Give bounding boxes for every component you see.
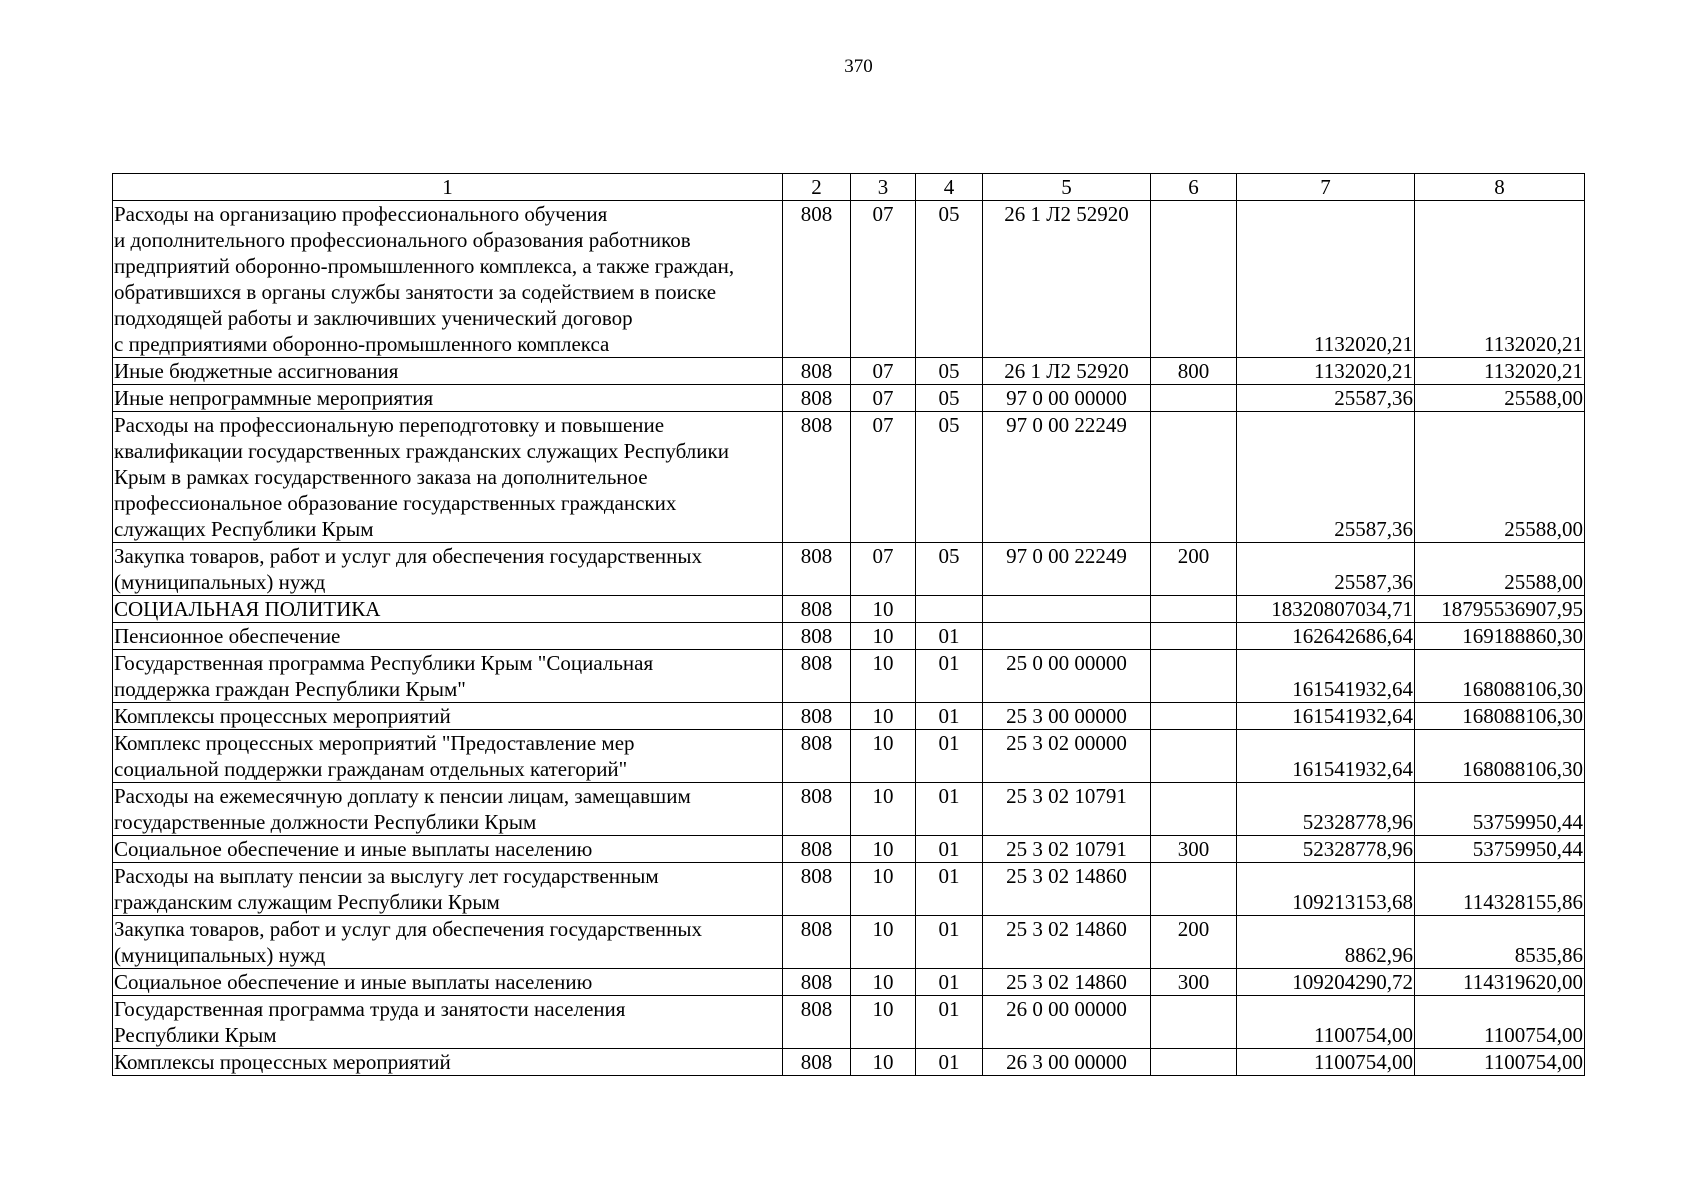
target-article-code-cell: 25 3 00 00000 [983, 703, 1151, 730]
item-name-cell: Комплекс процессных мероприятий "Предоставление мер социальной поддержки гражданам отдельных категорий" [113, 730, 783, 783]
target-article-code-cell: 25 3 02 10791 [983, 783, 1151, 836]
amount-year-2-cell: 168088106,30 [1415, 703, 1585, 730]
ministry-code-cell: 808 [783, 358, 851, 385]
budget-table [112, 173, 1585, 1076]
table-row [113, 623, 1585, 650]
amount-year-1-cell: 161541932,64 [1237, 650, 1415, 703]
header-col-6: 6 [1151, 174, 1237, 201]
amount-year-2-cell: 168088106,30 [1415, 730, 1585, 783]
expense-type-code-cell [1151, 1049, 1237, 1076]
item-name-cell: СОЦИАЛЬНАЯ ПОЛИТИКА [113, 596, 783, 623]
item-name-cell: Комплексы процессных мероприятий [113, 703, 783, 730]
section-code-cell: 10 [851, 596, 916, 623]
ministry-code-cell: 808 [783, 996, 851, 1049]
item-name-cell: Расходы на ежемесячную доплату к пенсии лицам, замещавшим государственные должности Республики Крым [113, 783, 783, 836]
table-row [113, 543, 1585, 596]
amount-year-1-cell: 52328778,96 [1237, 783, 1415, 836]
table-row [113, 703, 1585, 730]
target-article-code-cell: 25 3 02 10791 [983, 836, 1151, 863]
ministry-code-cell: 808 [783, 623, 851, 650]
subsection-code-cell: 01 [916, 916, 983, 969]
ministry-code-cell: 808 [783, 863, 851, 916]
target-article-code-cell: 25 0 00 00000 [983, 650, 1151, 703]
table-row [113, 863, 1585, 916]
expense-type-code-cell [1151, 863, 1237, 916]
section-code-cell: 10 [851, 783, 916, 836]
section-code-cell: 10 [851, 730, 916, 783]
expense-type-code-cell: 200 [1151, 916, 1237, 969]
expense-type-code-cell [1151, 783, 1237, 836]
section-code-cell: 10 [851, 969, 916, 996]
amount-year-1-cell: 1100754,00 [1237, 1049, 1415, 1076]
item-name-cell: Иные непрограммные мероприятия [113, 385, 783, 412]
item-name-cell: Расходы на организацию профессионального обучения и дополнительного профессионального образования работников предприятий оборонно-промышленного комплекса, а также граждан, обратившихся в органы службы занятости за содействием в поиске подходящей работы и заключивших ученический договор с предприятиями оборонно-промышленного комплекса [113, 201, 783, 358]
expense-type-code-cell [1151, 703, 1237, 730]
item-name-cell: Закупка товаров, работ и услуг для обеспечения государственных (муниципальных) нужд [113, 543, 783, 596]
expense-type-code-cell [1151, 650, 1237, 703]
amount-year-1-cell: 52328778,96 [1237, 836, 1415, 863]
amount-year-1-cell: 109213153,68 [1237, 863, 1415, 916]
table-header [113, 174, 1585, 201]
target-article-code-cell: 26 1 Л2 52920 [983, 201, 1151, 358]
subsection-code-cell: 01 [916, 836, 983, 863]
amount-year-2-cell: 1100754,00 [1415, 996, 1585, 1049]
expense-type-code-cell [1151, 385, 1237, 412]
table-row [113, 1049, 1585, 1076]
expense-type-code-cell [1151, 996, 1237, 1049]
section-code-cell: 10 [851, 1049, 916, 1076]
ministry-code-cell: 808 [783, 916, 851, 969]
target-article-code-cell: 97 0 00 22249 [983, 543, 1151, 596]
item-name-cell: Комплексы процессных мероприятий [113, 1049, 783, 1076]
section-code-cell: 07 [851, 385, 916, 412]
ministry-code-cell: 808 [783, 596, 851, 623]
ministry-code-cell: 808 [783, 703, 851, 730]
expense-type-code-cell [1151, 623, 1237, 650]
table-row [113, 996, 1585, 1049]
item-name-cell: Государственная программа труда и занятости населения Республики Крым [113, 996, 783, 1049]
amount-year-1-cell: 8862,96 [1237, 916, 1415, 969]
item-name-cell: Социальное обеспечение и иные выплаты населению [113, 836, 783, 863]
section-code-cell: 10 [851, 916, 916, 969]
table-row [113, 596, 1585, 623]
amount-year-1-cell: 1132020,21 [1237, 358, 1415, 385]
ministry-code-cell: 808 [783, 650, 851, 703]
amount-year-2-cell: 18795536907,95 [1415, 596, 1585, 623]
expense-type-code-cell: 300 [1151, 969, 1237, 996]
amount-year-1-cell: 161541932,64 [1237, 703, 1415, 730]
amount-year-1-cell: 161541932,64 [1237, 730, 1415, 783]
amount-year-2-cell: 1132020,21 [1415, 358, 1585, 385]
section-code-cell: 07 [851, 201, 916, 358]
subsection-code-cell: 01 [916, 650, 983, 703]
section-code-cell: 07 [851, 358, 916, 385]
header-col-7: 7 [1237, 174, 1415, 201]
header-col-3: 3 [851, 174, 916, 201]
subsection-code-cell: 05 [916, 201, 983, 358]
ministry-code-cell: 808 [783, 836, 851, 863]
expense-type-code-cell [1151, 201, 1237, 358]
target-article-code-cell: 26 1 Л2 52920 [983, 358, 1151, 385]
header-col-1: 1 [113, 174, 783, 201]
target-article-code-cell: 97 0 00 22249 [983, 412, 1151, 543]
ministry-code-cell: 808 [783, 412, 851, 543]
item-name-cell: Закупка товаров, работ и услуг для обеспечения государственных (муниципальных) нужд [113, 916, 783, 969]
section-code-cell: 10 [851, 836, 916, 863]
header-col-8: 8 [1415, 174, 1585, 201]
ministry-code-cell: 808 [783, 1049, 851, 1076]
table-row [113, 412, 1585, 543]
amount-year-2-cell: 25588,00 [1415, 543, 1585, 596]
section-code-cell: 10 [851, 996, 916, 1049]
ministry-code-cell: 808 [783, 201, 851, 358]
amount-year-2-cell: 53759950,44 [1415, 783, 1585, 836]
target-article-code-cell: 26 3 00 00000 [983, 1049, 1151, 1076]
amount-year-2-cell: 1132020,21 [1415, 201, 1585, 358]
subsection-code-cell: 01 [916, 730, 983, 783]
ministry-code-cell: 808 [783, 730, 851, 783]
subsection-code-cell: 01 [916, 623, 983, 650]
amount-year-1-cell: 1132020,21 [1237, 201, 1415, 358]
subsection-code-cell: 01 [916, 996, 983, 1049]
amount-year-2-cell: 168088106,30 [1415, 650, 1585, 703]
subsection-code-cell: 05 [916, 543, 983, 596]
table-row [113, 836, 1585, 863]
target-article-code-cell [983, 623, 1151, 650]
table-row [113, 650, 1585, 703]
section-code-cell: 07 [851, 412, 916, 543]
target-article-code-cell: 25 3 02 14860 [983, 916, 1151, 969]
amount-year-1-cell: 25587,36 [1237, 385, 1415, 412]
subsection-code-cell: 01 [916, 783, 983, 836]
amount-year-1-cell: 25587,36 [1237, 412, 1415, 543]
amount-year-2-cell: 53759950,44 [1415, 836, 1585, 863]
target-article-code-cell: 26 0 00 00000 [983, 996, 1151, 1049]
section-code-cell: 10 [851, 703, 916, 730]
table-row [113, 358, 1585, 385]
table-row [113, 385, 1585, 412]
section-code-cell: 10 [851, 863, 916, 916]
subsection-code-cell: 01 [916, 1049, 983, 1076]
subsection-code-cell: 01 [916, 703, 983, 730]
target-article-code-cell [983, 596, 1151, 623]
header-col-2: 2 [783, 174, 851, 201]
expense-type-code-cell: 200 [1151, 543, 1237, 596]
subsection-code-cell: 05 [916, 385, 983, 412]
amount-year-2-cell: 169188860,30 [1415, 623, 1585, 650]
section-code-cell: 10 [851, 650, 916, 703]
subsection-code-cell: 05 [916, 358, 983, 385]
header-col-4: 4 [916, 174, 983, 201]
ministry-code-cell: 808 [783, 783, 851, 836]
table-row [113, 916, 1585, 969]
amount-year-1-cell: 18320807034,71 [1237, 596, 1415, 623]
subsection-code-cell: 01 [916, 863, 983, 916]
expense-type-code-cell: 800 [1151, 358, 1237, 385]
amount-year-2-cell: 25588,00 [1415, 385, 1585, 412]
amount-year-2-cell: 8535,86 [1415, 916, 1585, 969]
subsection-code-cell: 01 [916, 969, 983, 996]
amount-year-1-cell: 1100754,00 [1237, 996, 1415, 1049]
target-article-code-cell: 97 0 00 00000 [983, 385, 1151, 412]
item-name-cell: Расходы на выплату пенсии за выслугу лет государственным гражданским служащим Республики Крым [113, 863, 783, 916]
amount-year-2-cell: 1100754,00 [1415, 1049, 1585, 1076]
item-name-cell: Пенсионное обеспечение [113, 623, 783, 650]
amount-year-1-cell: 109204290,72 [1237, 969, 1415, 996]
table-row [113, 969, 1585, 996]
amount-year-2-cell: 114328155,86 [1415, 863, 1585, 916]
section-code-cell: 07 [851, 543, 916, 596]
header-col-5: 5 [983, 174, 1151, 201]
item-name-cell: Государственная программа Республики Крым "Социальная поддержка граждан Республики Крым" [113, 650, 783, 703]
amount-year-1-cell: 162642686,64 [1237, 623, 1415, 650]
table-row [113, 783, 1585, 836]
item-name-cell: Иные бюджетные ассигнования [113, 358, 783, 385]
amount-year-2-cell: 25588,00 [1415, 412, 1585, 543]
table-row [113, 730, 1585, 783]
target-article-code-cell: 25 3 02 14860 [983, 863, 1151, 916]
ministry-code-cell: 808 [783, 385, 851, 412]
item-name-cell: Социальное обеспечение и иные выплаты населению [113, 969, 783, 996]
item-name-cell: Расходы на профессиональную переподготовку и повышение квалификации государственных гражданских служащих Республики Крым в рамках государственного заказа на дополнительное профессиональное образование государственных гражданских служащих Республики Крым [113, 412, 783, 543]
section-code-cell: 10 [851, 623, 916, 650]
expense-type-code-cell [1151, 596, 1237, 623]
amount-year-1-cell: 25587,36 [1237, 543, 1415, 596]
target-article-code-cell: 25 3 02 00000 [983, 730, 1151, 783]
amount-year-2-cell: 114319620,00 [1415, 969, 1585, 996]
subsection-code-cell: 05 [916, 412, 983, 543]
expense-type-code-cell: 300 [1151, 836, 1237, 863]
ministry-code-cell: 808 [783, 969, 851, 996]
header-row [113, 174, 1585, 201]
table-row [113, 201, 1585, 358]
ministry-code-cell: 808 [783, 543, 851, 596]
table-body [113, 201, 1585, 1076]
target-article-code-cell: 25 3 02 14860 [983, 969, 1151, 996]
page-number: 370 [844, 56, 873, 77]
expense-type-code-cell [1151, 412, 1237, 543]
subsection-code-cell [916, 596, 983, 623]
expense-type-code-cell [1151, 730, 1237, 783]
